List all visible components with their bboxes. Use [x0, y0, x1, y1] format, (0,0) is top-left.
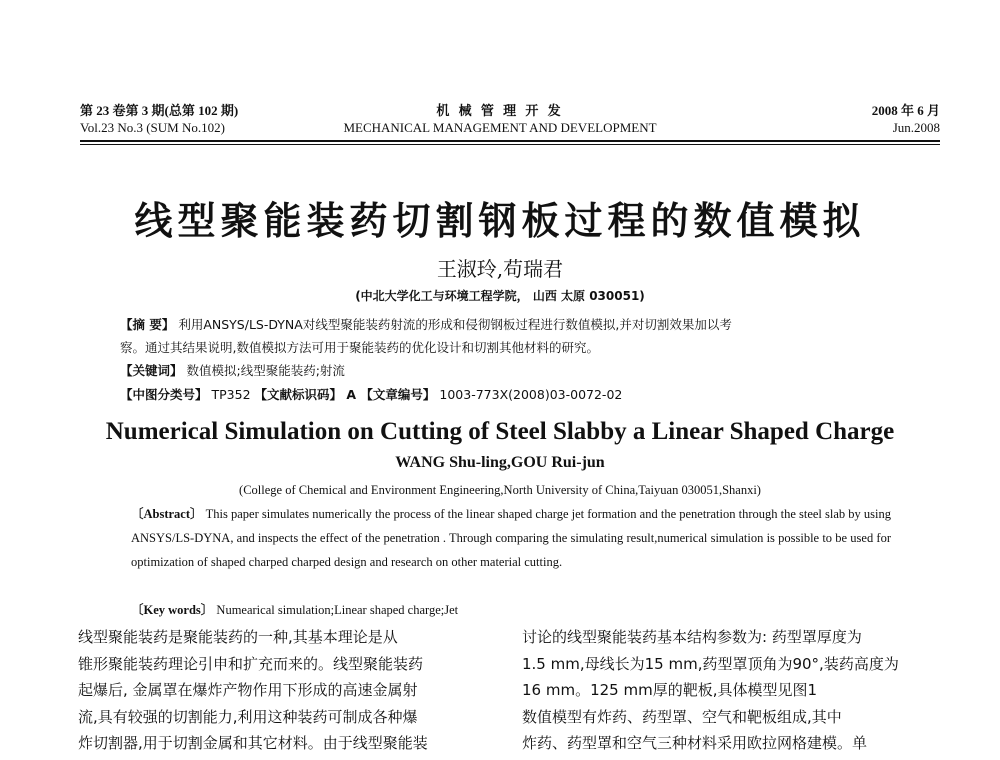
keywords-en-label: 〔Key words〕	[131, 603, 214, 617]
keywords-en	[131, 600, 458, 618]
keywords-cn-text: 数值模拟;线型聚能装药;射流	[182, 363, 345, 378]
authors-cn: 王淑玲,苟瑞君	[436, 257, 564, 281]
body-left-line: 起爆后, 金属罩在爆炸产物作用下形成的高速金属射	[78, 681, 418, 699]
abstract-en	[131, 502, 891, 574]
keywords-en-text: Numearical simulation;Linear shaped charge;Jet	[213, 603, 459, 617]
header-volume-en: Vol.23 No.3 (SUM No.102)	[80, 120, 225, 135]
paper-title-cn: 线型聚能装药切割钢板过程的数值模拟	[134, 198, 866, 243]
body-left-line: 流,具有较强的切割能力,利用这种装药可制成各种爆	[78, 707, 418, 726]
body-right-line: 讨论的线型聚能装药基本结构参数为: 药型罩厚度为	[522, 628, 862, 646]
header-date-en: Jun.2008	[892, 120, 940, 135]
classification-line	[120, 385, 900, 403]
body-column-left	[78, 624, 498, 757]
article-no-label: 【文章编号】	[360, 387, 436, 402]
abstract-cn-label: 【摘 要】	[120, 317, 175, 332]
body-column-right	[522, 624, 942, 757]
affiliation-cn: (中北大学化工与环境工程学院， 山西 太原 030051)	[355, 289, 645, 303]
keywords-cn-label: 【关键词】	[120, 363, 183, 378]
body-right-line: 数值模型有炸药、药型罩、空气和靶板组成,其中	[522, 707, 842, 726]
body-left-line: 锥形聚能装药理论引申和扩充而来的。线型聚能装药	[78, 654, 424, 673]
body-left-line: 炸切割器,用于切割金属和其它材料。由于线型聚能装	[78, 734, 428, 752]
header-rule-thick	[80, 140, 940, 142]
header-rule-thin	[80, 144, 940, 145]
paper-title-en: Numerical Simulation on Cutting of Steel Slabby a Linear Shaped Charge	[105, 418, 895, 445]
clc-value: TP352	[207, 387, 255, 402]
abstract-en-text: This paper simulates numerically the process of the linear shaped charge jet formation and the penetration through the steel slab by using ANSYS/LS-DYNA, and inspects the effect of the penetration . Through comparing the simulating result,numerical simulation is possible to be used for optimization of shaped charped charped design and research on other material cutting.	[131, 507, 892, 569]
abstract-cn-text1: 利用ANSYS/LS-DYNA对线型聚能装药射流的形成和侵彻钢板过程进行数值模拟,并对切割效果加以考	[174, 317, 732, 332]
body-left-line: 线型聚能装药是聚能装药的一种,其基本理论是从	[78, 628, 398, 646]
clc-label: 【中图分类号】	[120, 387, 208, 402]
doc-code-label: 【文献标识码】	[254, 387, 343, 402]
abstract-cn-line2: 察。通过其结果说明,数值模拟方法可用于聚能装药的优化设计和切割其他材料的研究。	[120, 340, 599, 355]
doc-code-value: A	[342, 387, 361, 402]
affiliation-en: (College of Chemical and Environment Engineering,North University of China,Taiyuan 030051,Shanxi)	[239, 483, 761, 497]
body-right-line: 16 mm。125 mm厚的靶板,具体模型见图1	[522, 681, 818, 699]
keywords-cn	[120, 361, 900, 379]
header-journal-cn: 机 械 管 理 开 发	[436, 103, 564, 118]
article-no-value: 1003-773X(2008)03-0072-02	[435, 387, 623, 402]
abstract-en-label: 〔Abstract〕	[131, 507, 203, 521]
header-volume-cn: 第 23 卷第 3 期(总第 102 期)	[80, 103, 239, 118]
header-journal-en: MECHANICAL MANAGEMENT AND DEVELOPMENT	[343, 120, 657, 135]
body-right-line: 1.5 mm,母线长为15 mm,药型罩顶角为90°,装药高度为	[522, 654, 899, 673]
header-date-cn: 2008 年 6 月	[871, 103, 940, 118]
abstract-cn-line1	[120, 315, 900, 333]
authors-en: WANG Shu-ling,GOU Rui-jun	[395, 454, 605, 471]
body-right-line: 炸药、药型罩和空气三种材料采用欧拉网格建模。单	[522, 734, 868, 752]
